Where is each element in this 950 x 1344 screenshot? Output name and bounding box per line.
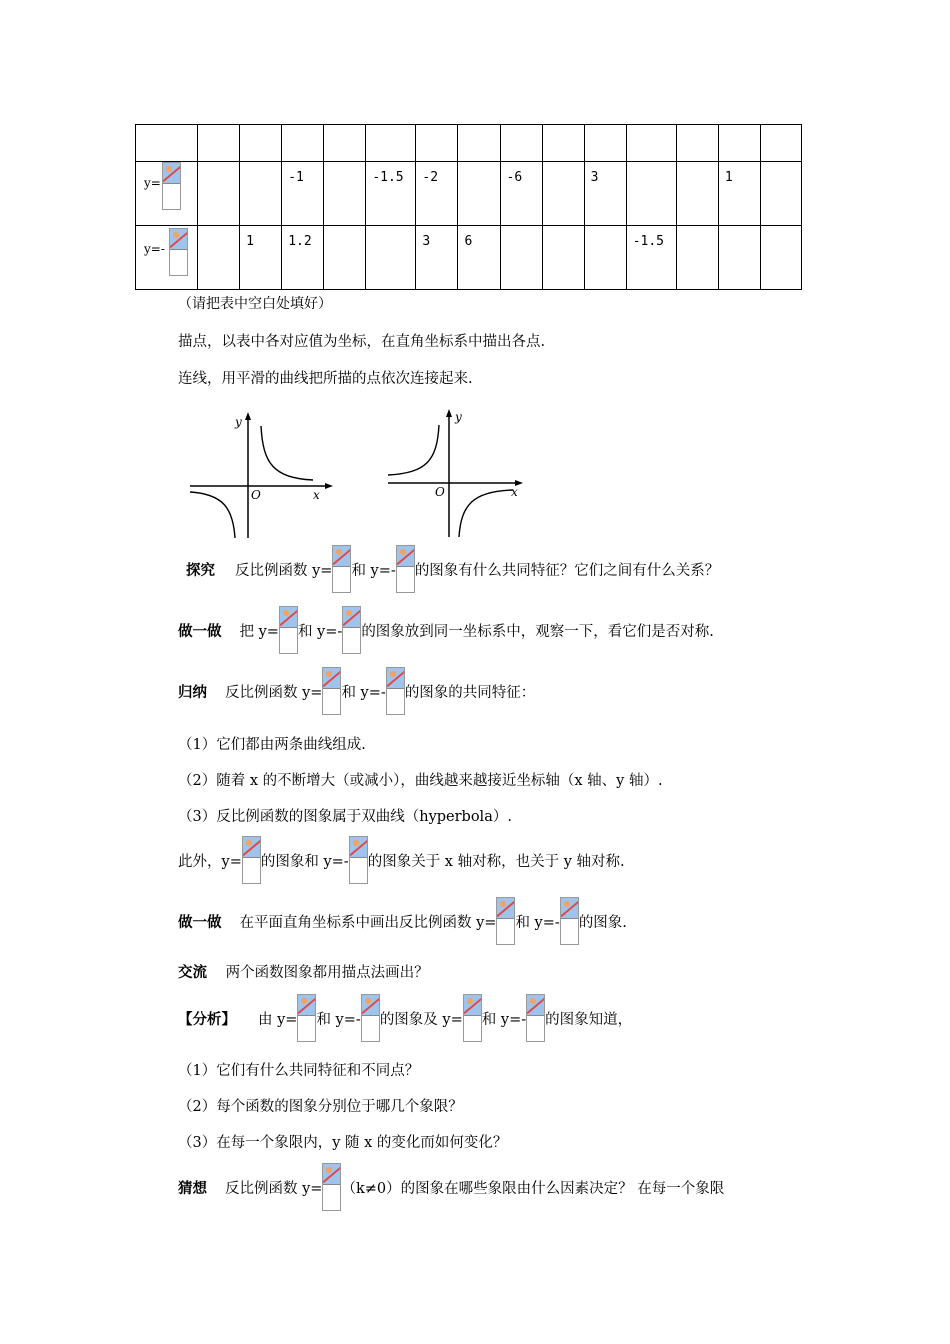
table-row [136,162,802,226]
list-item: （1）它们有什么共同特征和不同点？ [178,1063,420,1079]
fraction-image [162,162,181,210]
table-cell [366,226,416,290]
table-cell: -2 [416,162,458,226]
fraction-image [560,897,579,945]
table-cell [718,226,760,290]
list-item: （1）它们都由两条曲线组成. [178,737,366,753]
table-cell: -1.5 [366,162,416,226]
list-item: （3）反比例函数的图象属于双曲线（hyperbola）. [178,809,512,825]
fraction-image [279,606,298,654]
fraction-image [322,1163,341,1211]
table-cell: -1 [282,162,324,226]
table-cell: -1.5 [626,226,676,290]
table-cell [542,162,584,226]
fraction-image [463,994,482,1042]
table-cell [760,162,801,226]
list-item: （3）在每一个象限内，y 随 x 的变化而如何变化？ [178,1135,508,1151]
table-cell: -6 [500,162,542,226]
summary-line: 归纳 反比例函数 y= 和 y=- 的图象的共同特征： [178,667,535,715]
guess-line: 猜想 反比例函数 y= （k≠0）的图象在哪些象限由什么因素决定？ 在每一个象限 [178,1163,724,1211]
table-row-header [136,125,802,162]
table-cell: 3 [416,226,458,290]
table-cell [198,226,240,290]
table-cell [542,226,584,290]
fraction-image [242,836,261,884]
table-cell [676,162,718,226]
table-cell: 6 [458,226,500,290]
graph-negative-k [385,405,530,540]
explore-line: 探究 反比例函数 y= 和 y=- 的图象有什么共同特征？它们之间有什么关系？ [186,545,719,593]
value-table [135,124,802,290]
table-row [136,226,802,290]
fraction-image [526,994,545,1042]
explore-tag: 探究 [186,562,215,579]
analysis-line: 【分析】 由 y= 和 y=- 的图象及 y= 和 y=- 的图象知道， [178,994,632,1042]
fraction-image [169,228,188,276]
doit1-line: 做一做 把 y= 和 y=- 的图象放到同一坐标系中，观察一下，看它们是否对称. [178,606,714,654]
table-cell: 1 [240,226,282,290]
table-cell [240,162,282,226]
y-axis-label: y [455,410,462,424]
exchange-line: 交流 两个函数图象都用描点法画出？ [178,965,429,981]
fraction-image [496,897,515,945]
table-cell [584,226,626,290]
origin-label: O [251,488,261,502]
table-cell [676,226,718,290]
fraction-image [342,606,361,654]
table-cell [458,162,500,226]
table-cell: 1 [718,162,760,226]
graph-positive-k [185,408,345,543]
connect-instruction: 连线，用平滑的曲线把所描的点依次连接起来. [178,371,473,387]
table-cell: 1.2 [282,226,324,290]
table-cell [198,162,240,226]
x-axis-label: x [313,488,320,502]
fraction-image [332,545,351,593]
doit2-line: 做一做 在平面直角坐标系中画出反比例函数 y= 和 y=- 的图象. [178,897,627,945]
list-item: （2）随着 x 的不断增大（或减小），曲线越来越接近坐标轴（x 轴、y 轴）. [178,773,663,789]
x-axis-label: x [511,485,518,499]
table-cell: 3 [584,162,626,226]
list-item: （2）每个函数的图象分别位于哪几个象限？ [178,1099,463,1115]
fraction-image [386,667,405,715]
fraction-image [396,545,415,593]
origin-label: O [435,485,445,499]
besides-line: 此外，y= 的图象和 y=- 的图象关于 x 轴对称，也关于 y 轴对称. [178,836,625,884]
fraction-image [297,994,316,1042]
table-cell [626,162,676,226]
row-label: y=- [136,226,198,290]
table-cell [760,226,801,290]
fill-note: （请把表中空白处填好） [178,296,332,312]
fraction-image [361,994,380,1042]
fraction-image [322,667,341,715]
row-label: y= [136,162,198,226]
plot-instruction: 描点，以表中各对应值为坐标，在直角坐标系中描出各点. [178,334,546,350]
fraction-image [349,836,368,884]
table-cell [500,226,542,290]
y-axis-label: y [235,415,242,429]
table-cell [324,226,366,290]
table-cell [324,162,366,226]
